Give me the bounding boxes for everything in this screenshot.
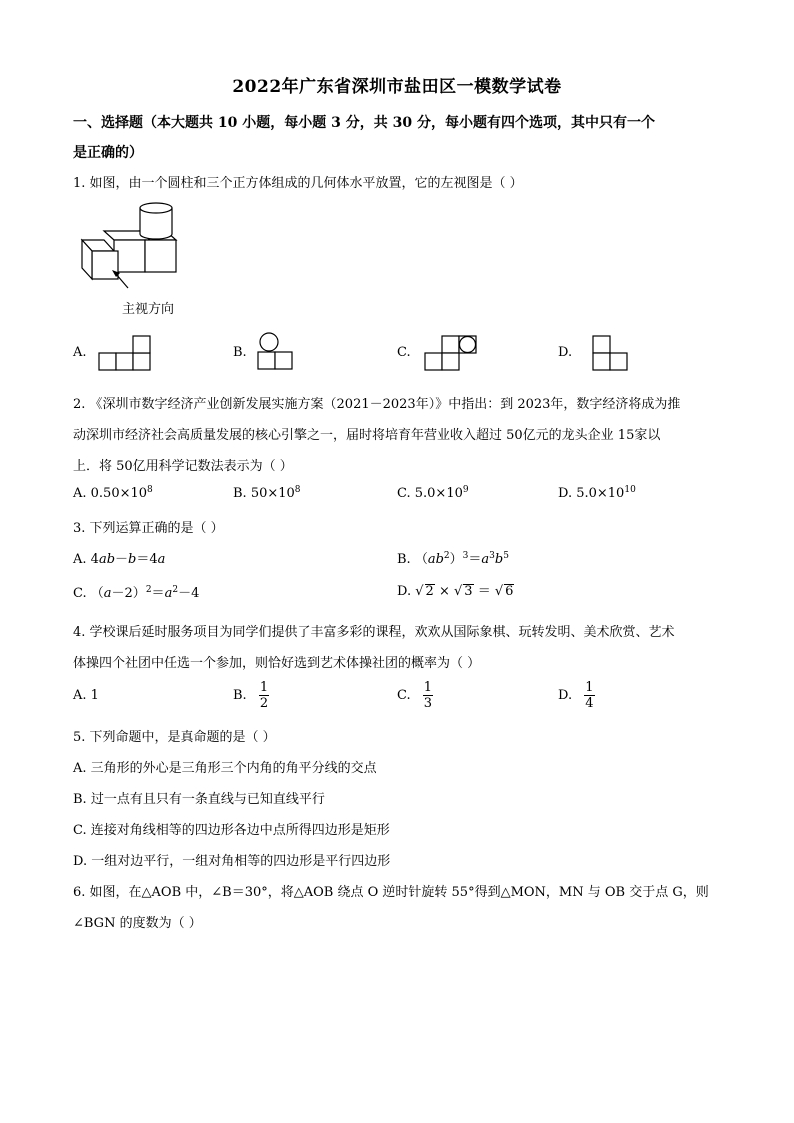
q4-option-c: C. $\frac{1}{3}$ — [397, 680, 433, 711]
q3-option-c: C. $(a-2)^2=a^2-4$ — [73, 585, 200, 601]
q2-stem-line3: 上．将 50亿用科学记数法表示为（ ） — [73, 459, 293, 474]
q1-option-a-figure — [98, 335, 152, 371]
q3-option-a: A. 4ab－b＝4a — [73, 552, 166, 567]
q1-option-a-label: A. — [73, 345, 87, 360]
q4-option-c-fraction: $\frac{1}{3}$ — [423, 680, 433, 711]
q1-option-d-figure — [592, 334, 630, 372]
q4-stem-line1: 4. 学校课后延时服务项目为同学们提供了丰富多彩的课程，欢欢从国际象棋、玩转发明、美术欣赏、艺术 — [73, 625, 675, 640]
q6-stem-line2: ∠BGN 的度数为（ ） — [73, 916, 202, 931]
q2-stem-line2: 动深圳市经济社会高质量发展的核心引擎之一，届时将培育年营业收入超过 50亿元的龙头企业 15家以 — [73, 428, 661, 443]
q3-option-b: B. $(ab^2)^3=a^3b^5$ — [397, 551, 509, 567]
q2-stem-line1: 2. 《深圳市数字经济产业创新发展实施方案（2021－2023年）》中指出：到 2023年，数字经济将成为推 — [73, 397, 681, 412]
q2-option-d: D. $5.0\times 10^{10}$ — [558, 485, 636, 501]
q3-stem: 3. 下列运算正确的是（ ） — [73, 521, 224, 536]
q2-option-a: A. $0.50\times 10^8$ — [73, 485, 153, 501]
q3-option-d: D. √ 2 × √ 3 ＝ √ 6 — [397, 584, 514, 599]
section-heading-line1: 一、选择题（本大题共 10 小题，每小题 3 分，共 30 分，每小题有四个选项，其中只有一个 — [73, 115, 655, 131]
q1-stem: 1. 如图，由一个圆柱和三个正方体组成的几何体水平放置，它的左视图是（ ） — [73, 176, 523, 191]
q1-option-b-label: B. — [233, 345, 247, 360]
q1-option-c-label: C. — [397, 345, 411, 360]
q4-stem-line2: 体操四个社团中任选一个参加，则恰好选到艺术体操社团的概率为（ ） — [73, 656, 481, 671]
q4-option-d-fraction: $\frac{1}{4}$ — [585, 680, 594, 711]
q5-option-d: D. 一组对边平行，一组对角相等的四边形是平行四边形 — [73, 854, 391, 869]
q1-option-c-figure — [424, 334, 478, 372]
q5-option-b: B. 过一点有且只有一条直线与已知直线平行 — [73, 792, 325, 807]
q5-option-c: C. 连接对角线相等的四边形各边中点所得四边形是矩形 — [73, 823, 390, 838]
q1-view-direction-label: 主视方向 — [122, 302, 175, 317]
q4-option-b: B. $\frac{1}{2}$ — [233, 680, 269, 711]
q4-option-a: A. 1 — [73, 688, 99, 703]
q1-option-d-label: D. — [558, 345, 573, 360]
q1-option-b-figure — [257, 332, 297, 372]
q6-stem-line1: 6. 如图，在△AOB 中，∠B＝30°，将△AOB 绕点 O 逆时针旋转 55°得到△MON，MN 与 OB 交于点 G，则 — [73, 885, 709, 900]
q2-option-b: B. $50\times 10^8$ — [233, 485, 301, 501]
q4-option-d: D. $\frac{1}{4}$ — [558, 680, 594, 711]
q5-option-a: A. 三角形的外心是三角形三个内角的角平分线的交点 — [73, 761, 377, 776]
page-title: 2022年广东省深圳市盐田区一模数学试卷 — [232, 77, 562, 97]
q1-solid-figure — [76, 198, 196, 298]
q5-stem: 5. 下列命题中，是真命题的是（ ） — [73, 730, 276, 745]
q4-option-b-fraction: $\frac{1}{2}$ — [259, 680, 269, 711]
q2-option-c: C. $5.0\times 10^9$ — [397, 485, 469, 501]
section-heading — [73, 108, 733, 168]
section-heading-line2: 是正确的） — [73, 145, 143, 161]
